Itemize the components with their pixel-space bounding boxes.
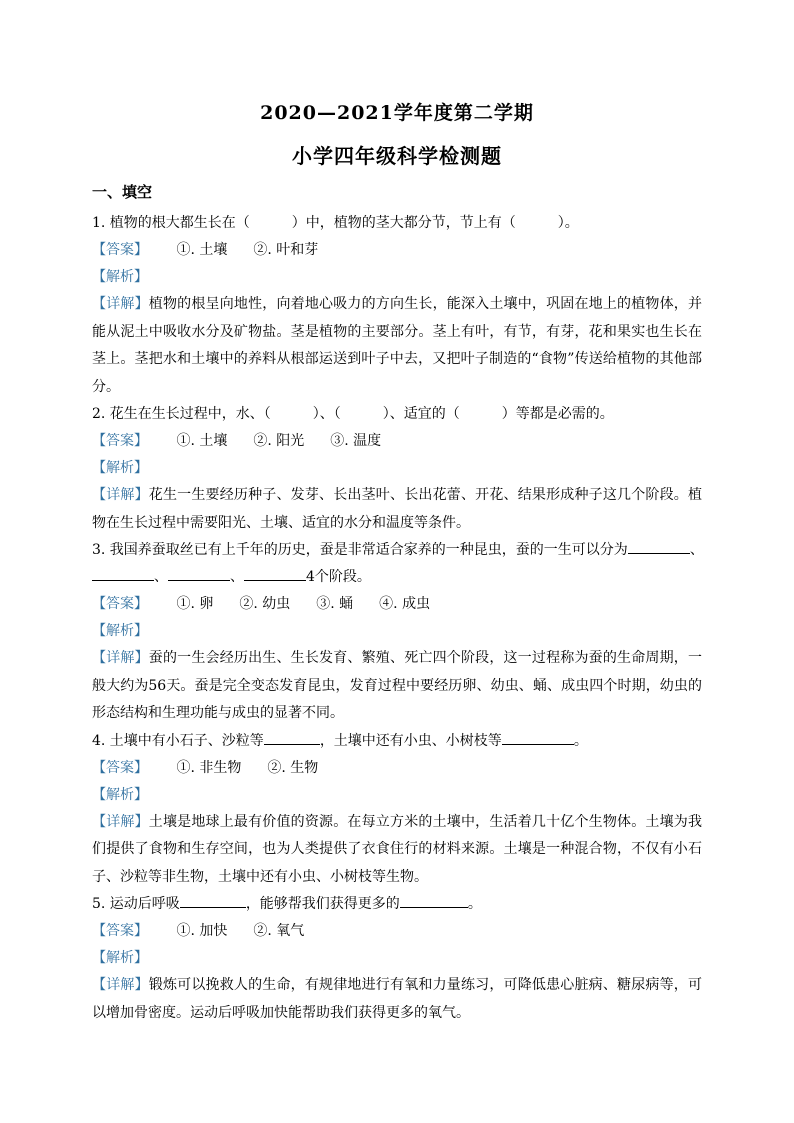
answer-option: ①. 土壤 bbox=[176, 433, 228, 449]
answer-option: ③. 蛹 bbox=[316, 596, 354, 612]
detail-text: 蚕的一生会经历出生、生长发育、繁殖、死亡四个阶段，这一过程称为蚕的生命周期，一般大约为56天。蚕是完全变态发育昆虫，发育过程中要经历卵、幼虫、蛹、成虫四个时期，幼虫的形态结构和生理功能与成虫的显著不同。 bbox=[92, 650, 703, 721]
question-3-text: 3. 我国养蚕取丝已有上千年的历史，蚕是非常适合家养的一种昆虫，蚕的一生可以分为 、 bbox=[92, 537, 702, 564]
question-5-detail bbox=[92, 972, 702, 1027]
answer-label: 【答案】 bbox=[92, 923, 148, 939]
question-5-answer bbox=[92, 918, 702, 945]
question-3-analysis bbox=[92, 618, 702, 645]
detail-label: 【详解】 bbox=[92, 977, 149, 993]
fill-blank bbox=[264, 728, 320, 745]
analysis-label: 【解析】 bbox=[92, 623, 148, 639]
analysis-label: 【解析】 bbox=[92, 950, 148, 966]
detail-text: 锻炼可以挽救人的生命，有规律地进行有氧和力量练习，可降低患心脏病、糖尿病等，可以增加骨密度。运动后呼吸加快能帮助我们获得更多的氧气。 bbox=[92, 977, 703, 1021]
answer-option: ①. 卵 bbox=[176, 596, 214, 612]
answer-option: ①. 土壤 bbox=[176, 242, 228, 258]
answer-label: 【答案】 bbox=[92, 596, 148, 612]
question-2-detail bbox=[92, 482, 702, 537]
question-2-text: 2. 花生在生长过程中，水、（ ）、（ ）、适宜的（ ）等都是必需的。 bbox=[92, 406, 614, 422]
question-3-text-cont: 、 、 4个阶段。 bbox=[92, 564, 702, 591]
question-2-analysis bbox=[92, 455, 702, 482]
fill-blank bbox=[92, 564, 154, 581]
detail-text: 植物的根呈向地性，向着地心吸力的方向生长，能深入土壤中，巩固在地上的植物体，并能从泥土中吸收水分及矿物盐。茎是植物的主要部分。茎上有叶，有节，有芽，花和果实也生长在茎上。茎把水和土壤中的养料从根部运送到叶子中去，又把叶子制造的“食物”传送给植物的其他部分。 bbox=[92, 296, 703, 395]
answer-option: ①. 非生物 bbox=[176, 759, 242, 776]
question-4-text: 4. 土壤中有小石子、沙粒等 ，土壤中还有小虫、小树枝等 。 bbox=[92, 728, 702, 755]
answer-option: ②. 幼虫 bbox=[239, 596, 291, 612]
question-1-analysis bbox=[92, 264, 702, 291]
question-1-detail bbox=[92, 291, 702, 401]
analysis-label: 【解析】 bbox=[92, 786, 148, 803]
question-2-answer bbox=[92, 428, 702, 455]
fill-blank bbox=[400, 891, 468, 908]
answer-option: ②. 氧气 bbox=[253, 923, 305, 939]
answer-option: ③. 温度 bbox=[330, 433, 382, 449]
answer-label: 【答案】 bbox=[92, 433, 148, 449]
detail-text: 花生一生要经历种子、发芽、长出茎叶、长出花蕾、开花、结果形成种子这几个阶段。植物在生长过程中需要阳光、土壤、适宜的水分和温度等条件。 bbox=[92, 487, 703, 531]
question-5-analysis bbox=[92, 945, 702, 972]
answer-option: ②. 生物 bbox=[267, 759, 319, 776]
question-list bbox=[92, 210, 702, 1027]
question-4-detail bbox=[92, 809, 702, 892]
document-title-exam: 小学四年级科学检测题 bbox=[292, 144, 502, 168]
analysis-label: 【解析】 bbox=[92, 269, 148, 285]
answer-option: ④. 成虫 bbox=[379, 596, 431, 612]
analysis-label: 【解析】 bbox=[92, 460, 148, 476]
detail-label: 【详解】 bbox=[92, 296, 149, 312]
detail-text: 土壤是地球上最有价值的资源。在每立方米的土壤中，生活着几十亿个生物体。土壤为我们提供了食物和生存空间，也为人类提供了衣食住行的材料来源。土壤是一种混合物，不仅有小石子、沙粒等非生物，土壤中还有小虫、小树枝等生物。 bbox=[92, 813, 703, 885]
detail-label: 【详解】 bbox=[92, 487, 149, 503]
detail-label: 【详解】 bbox=[92, 650, 149, 666]
answer-option: ②. 叶和芽 bbox=[253, 242, 319, 258]
question-1-text: 1. 植物的根大都生长在（ ）中，植物的茎大都分节，节上有（ ）。 bbox=[92, 215, 579, 231]
fill-blank bbox=[180, 891, 246, 908]
fill-blank bbox=[168, 564, 230, 581]
fill-blank bbox=[244, 564, 306, 581]
section-heading: 一、填空 bbox=[92, 183, 153, 201]
fill-blank bbox=[628, 537, 690, 554]
question-3-answer bbox=[92, 591, 702, 618]
question-5-text: 5. 运动后呼吸 ，能够帮我们获得更多的 。 bbox=[92, 891, 702, 918]
answer-label: 【答案】 bbox=[92, 759, 148, 776]
answer-option: ①. 加快 bbox=[176, 923, 228, 939]
answer-label: 【答案】 bbox=[92, 242, 148, 258]
fill-blank bbox=[502, 728, 574, 745]
question-4-analysis bbox=[92, 782, 702, 809]
question-3-detail bbox=[92, 645, 702, 728]
answer-option: ②. 阳光 bbox=[253, 433, 305, 449]
question-4-answer bbox=[92, 755, 702, 782]
detail-label: 【详解】 bbox=[92, 813, 149, 830]
question-1-answer bbox=[92, 237, 702, 264]
document-title-term: 2020—2021学年度第二学期 bbox=[260, 102, 534, 124]
